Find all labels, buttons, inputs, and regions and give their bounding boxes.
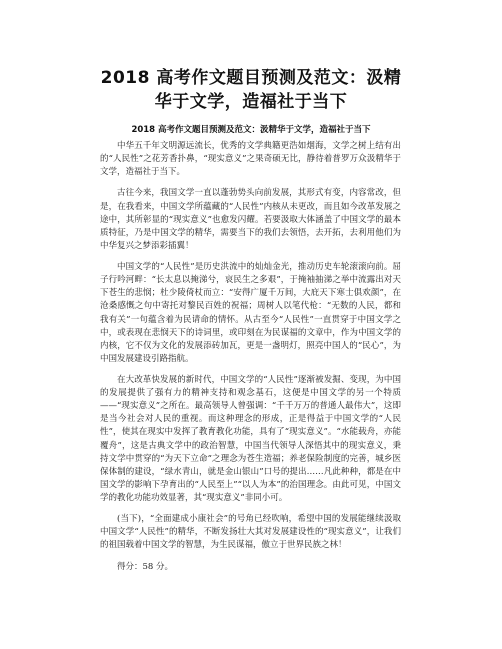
document-title-line-1: 2018 高考作文题目预测及范文：汲精 [100,68,402,88]
score-line: 得分：58 分。 [117,561,174,572]
paragraph-5: (当下)，“全面建成小康社会”的号角已经吹响，希望中国的发展能继续汲取中国文学“人民性”的精华，不断发扬壮大其对发展建设性的“现实意义”，让我们的祖国载着中国文学的智慧，为生民谋福，傲立于世界民族之林！ [100,514,401,551]
document-subtitle: 2018 高考作文题目预测及范文：汲精华于文学，造福社于当下 [131,125,371,135]
document-title-line-2: 华于文学，造福社于当下 [154,92,348,112]
document-body [100,140,401,574]
paragraph-4: 在大改革快发展的新时代，中国文学的“人民性”逐渐被发掘、变现，为中国的发展提供了强有力的精神支持和观念基石，这便是中国文学的另一个特质——“现实意义”之所在。最高领导人曾强调：“千千万万的普通人最伟大”，这即是当今社会对人民的重视。而这种理念的形成，正是得益于中国文学的“人民性”，使其在现实中发挥了教育教化功能，具有了“现实意义”。“水能载舟，亦能覆舟”，这是古典文学中的政治智慧，中国当代领导人深悟其中的现实意义，秉持文学中贯穿的“为天下立命”之理念为苍生造福；养老保险制度的完善，城乡医保体制的建设，“绿水青山，就是金山银山”口号的提出……凡此种种，都是在中国文学的影响下孕育出的“人民至上”“以人为本”的治国理念。由此可见，中国文学的教化功能功效显著，其“现实意义”非同小可。 [100,375,401,503]
paragraph-3: 中国文学的“人民性”是历史洪流中的灿灿金光，推动历史车轮滚滚向前。屈子行吟河畔：“长太息以掩涕兮，哀民生之多艰”，于掩袖抽涕之举中流露出对天下苍生的悲悯；杜少陵倚杖而立：“安得广厦千万间，大庇天下寒士俱欢颜”，在沧桑感慨之句中寄托对黎民百姓的祝福；周树人以笔代枪：“无数的人民，都和我有关”一句蕴含着为民请命的情怀。从古至今“人民性”一直贯穿于中国文学之中，或表现在悲悯天下的诗词里，或印刻在为民谋福的文章中，作为中国文学的内核，它不仅为文化的发展添砖加瓦，更是一盏明灯，照亮中国人的“民心”，为中国发展建设引路指航。 [100,262,401,364]
paragraph-2: 古往今来，我国文学一直以蓬勃势头向前发展，其形式有变，内容常改，但是，在我看来，中国文学所蕴藏的“人民性”内核从未更改，而且如今改革发展之途中，其所彰显的“现实意义”也愈发闪耀。若要汲取大体涵盖了中国文学的最本质特征，乃是中国文学的精华，需要当下的我们去领悟，去开拓，去利用他们为中华复兴之梦添彩插翼！ [100,188,401,251]
paragraph-1: 中华五千年文明源远流长，优秀的文学典籍更浩如烟海，文学之树上结有出的“人民性”之花芳香扑鼻，“现实意义”之果奇硕无比，静待着普罗万众汲精华于文学，造福社于当下。 [100,141,401,178]
